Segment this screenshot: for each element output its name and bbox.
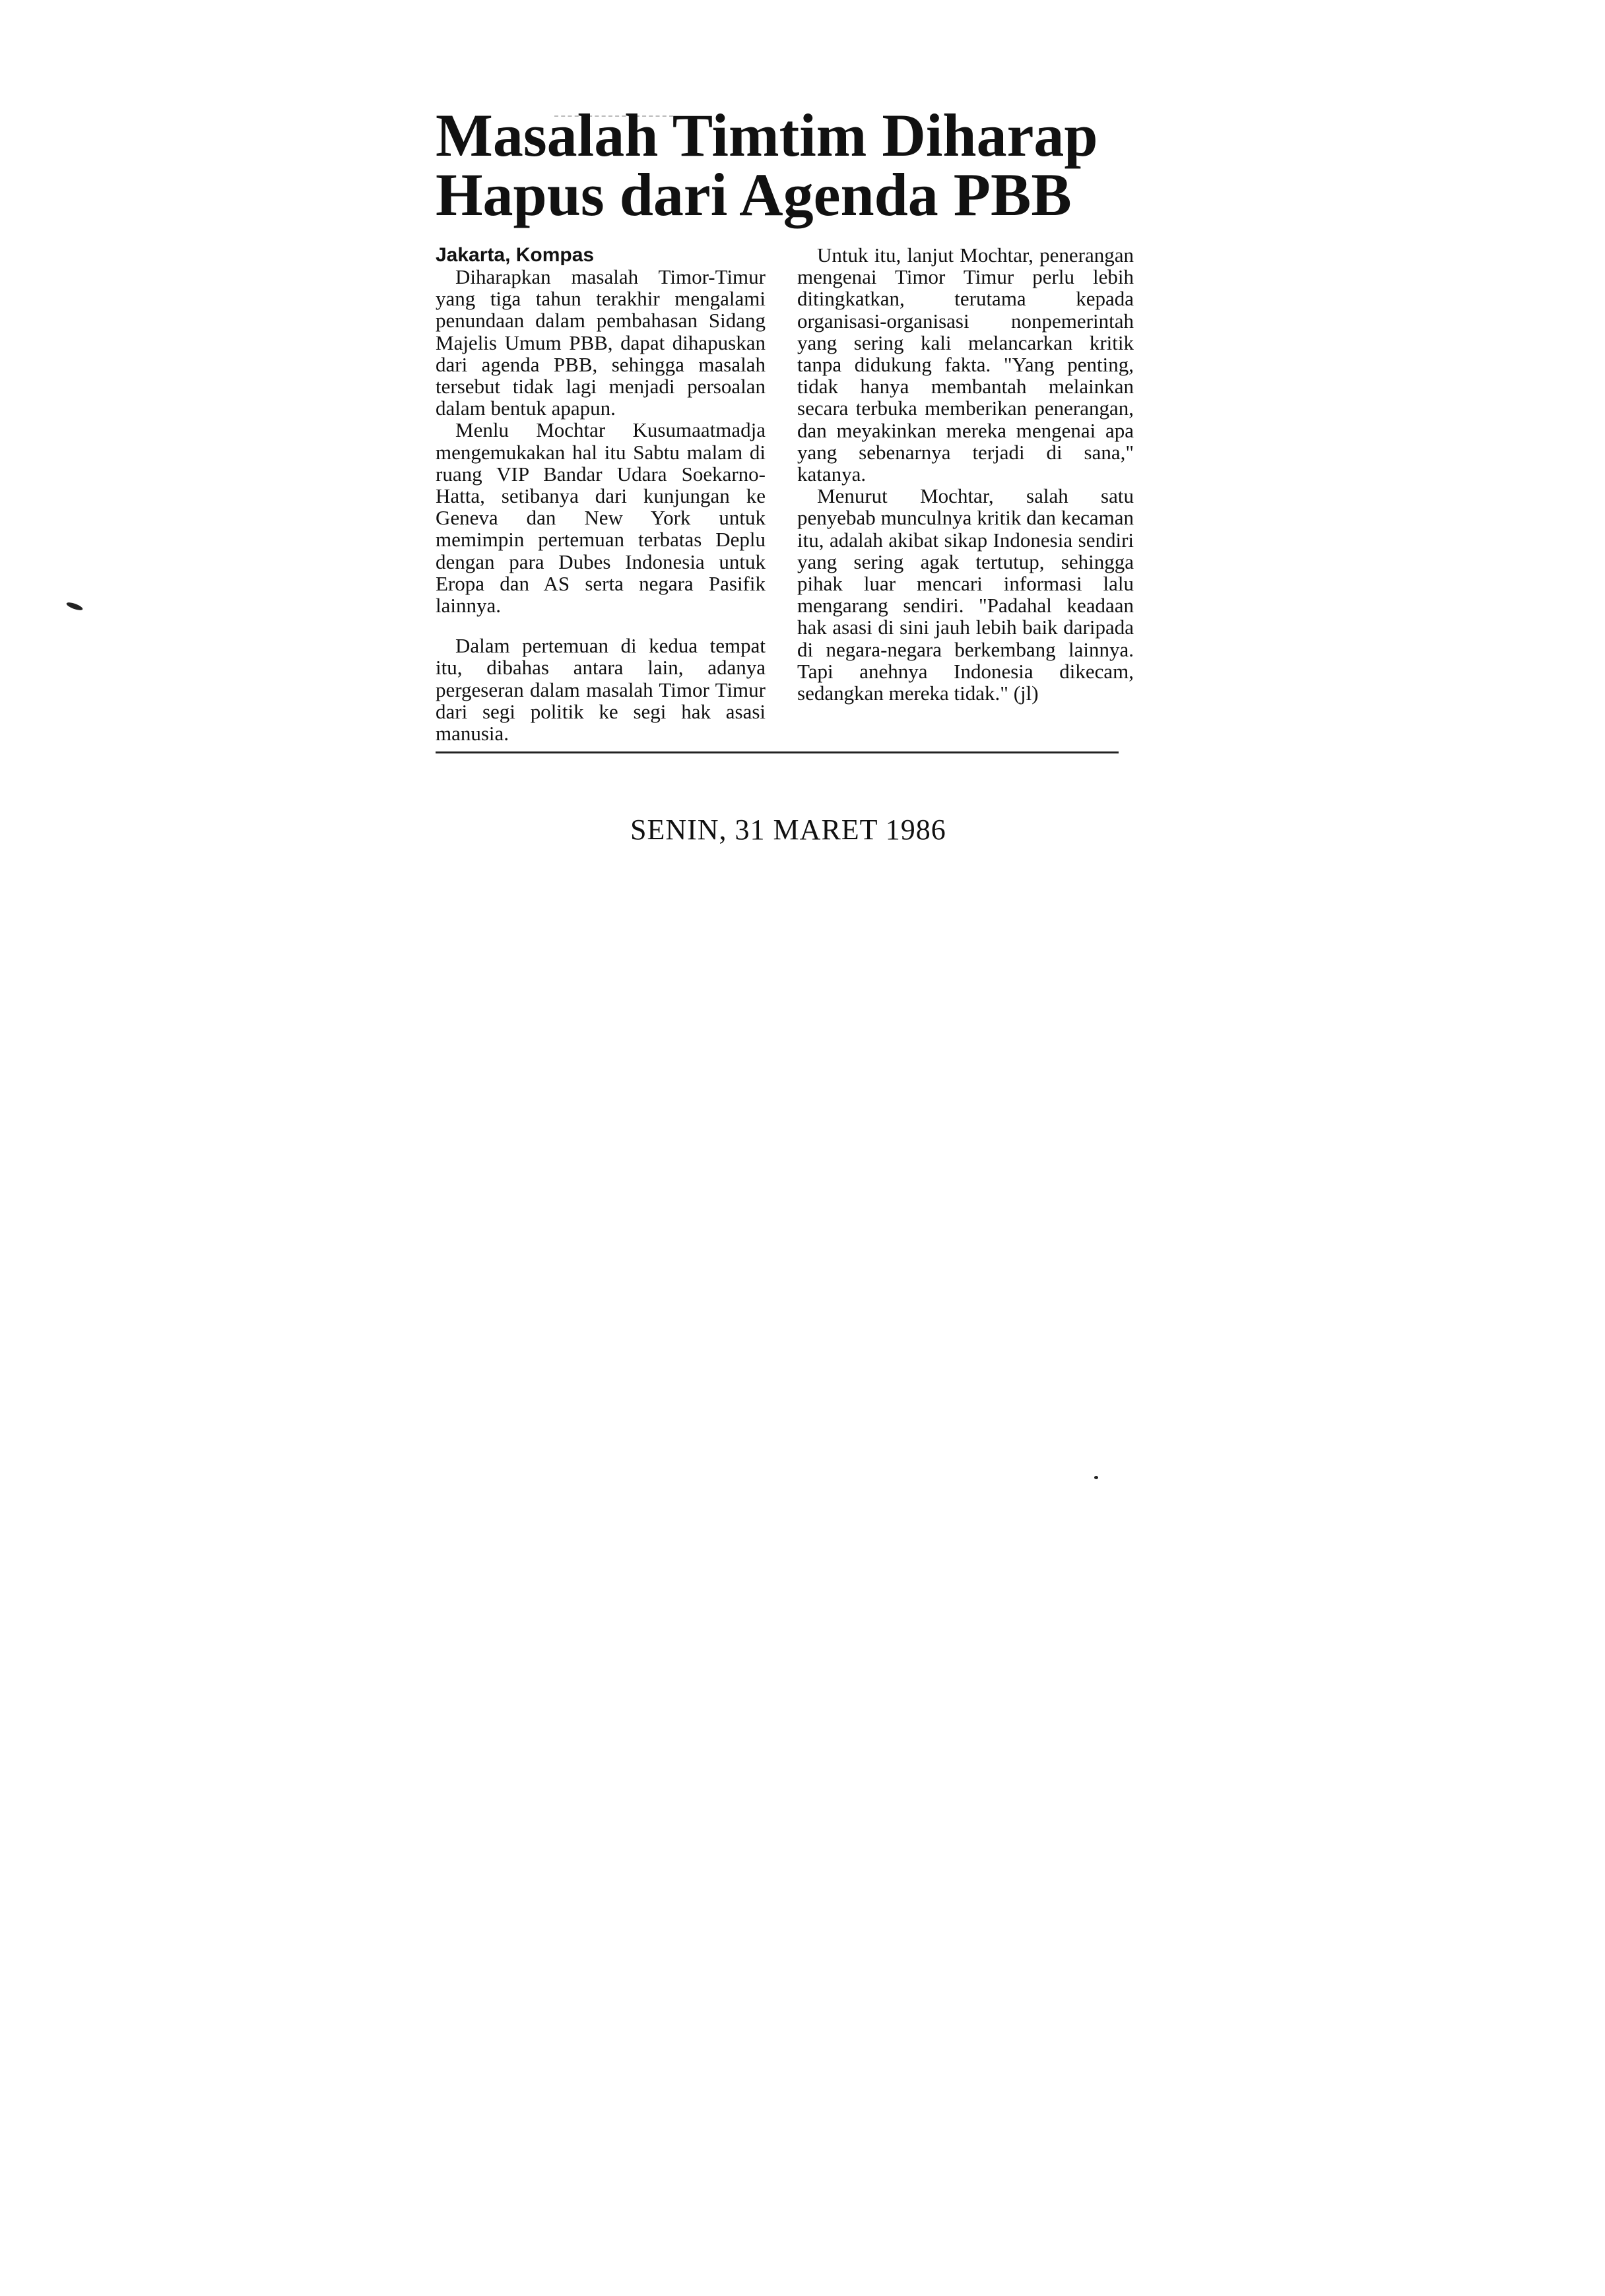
- article-body: [436, 244, 1135, 759]
- newspaper-clipping: [436, 102, 1135, 759]
- scan-speck-mark: [65, 601, 83, 612]
- paragraph: Menurut Mochtar, salah satu penyebab munculnya kritik dan kecaman itu, adalah akibat sikap Indonesia sendiri yang sering agak tertutup, sehingga pihak luar mencari informasi lalu mengarang sendiri. "Padahal keadaan hak asasi di sini jauh lebih baik daripada di negara-negara berkembang lainnya. Tapi anehnya Indonesia dikecam, sedangkan mereka tidak." (jl): [797, 484, 1134, 705]
- publication-date: SENIN, 31 MARET 1986: [630, 813, 946, 846]
- paragraph: Menlu Mochtar Kusumaatmadja mengemukakan hal itu Sabtu malam di ruang VIP Bandar Udara Soekarno-Hatta, setibanya dari kunjungan ke Geneva dan New York untuk memimpin pertemuan terbatas Deplu dengan para Dubes Indonesia untuk Eropa dan AS serta negara Pasifik lainnya.: [436, 418, 766, 618]
- headline-line-2: Hapus dari Agenda PBB: [436, 161, 1072, 228]
- scan-speck-dot: [1094, 1476, 1098, 1479]
- paragraph: Untuk itu, lanjut Mochtar, penerangan mengenai Timor Timur perlu lebih ditingkatkan, terutama kepada organisasi-organisasi nonpemerintah yang sering kali melancarkan kritik tanpa didukung fakta. "Yang penting, tidak hanya membantah melainkan secara terbuka memberikan penerangan, dan meyakinkan mereka mengenai apa yang sebenarnya terjadi di sana," katanya.: [797, 243, 1134, 486]
- headline-line-1: Masalah Timtim Diharap: [436, 102, 1098, 169]
- paragraph: Dalam pertemuan di kedua tempat itu, dibahas antara lain, adanya pergeseran dalam masalah Timor Timur dari segi politik ke segi hak asasi manusia.: [436, 634, 766, 746]
- headline: [436, 102, 1135, 228]
- bottom-rule-short: [1072, 751, 1119, 753]
- left-column: [436, 244, 766, 744]
- right-column: [797, 244, 1134, 704]
- paragraph: Diharapkan masalah Timor-Timur yang tiga tahun terakhir mengalami penundaan dalam pembahasan Sidang Majelis Umum PBB, dapat dihapuskan dari agenda PBB, sehingga masalah tersebut tidak lagi menjadi persoalan dalam bentuk apapun.: [436, 265, 766, 420]
- dateline: Jakarta, Kompas: [436, 244, 595, 266]
- bottom-rule: [436, 751, 1096, 753]
